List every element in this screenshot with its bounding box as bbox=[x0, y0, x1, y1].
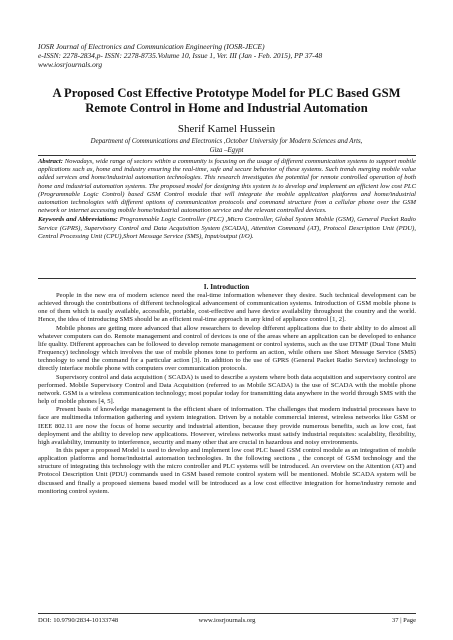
body-paragraph: Mobile phones are getting more advanced that allow researchers to develop different applications due to their ability to do almost all whatever computers can do. Remote management and control of devices is one of the areas where an application can be developed to enhance life quality. Different approaches can be followed to develop remote management or control systems, such as the use DTMF (Dual Tone Multi Frequency) technology which involves the use of mobile phones tone to perform an action, while others use Short Message Service (SMS) technology to send the command for a particular action [3]. In addition to the use of GPRS (General Packet Radio Service) technology to directly interface mobile phone with computers over communication protocols. bbox=[38, 324, 416, 373]
abstract-block bbox=[38, 158, 416, 242]
keywords-text: Programmable Logic Controller (PLC) ,Micro Controller, Global System Mobile (GSM), General Packet Radio Service (GPRS), Supervisory Control and Data Acquisition System (SCADA), Attention Command (AT), Protocol Description Unit (PDU), Central Processing Unit (CPU),Short Message Service (SMS), Input/output (I/O). bbox=[38, 216, 416, 240]
body-paragraph: Supervisory control and data acquisition ( SCADA) is used to describe a system where both data acquisition and supervisory control are performed. Mobile Supervisory Control and Data Acquisition (referred to as Mobile SCADA) is the use of SCADA with the mobile phone network. GSM is a wireless communication technology; most popular today for transmitting data anywhere in the world through SMS with the help of mobile phones [4, 5]. bbox=[38, 373, 416, 406]
footer-site[interactable]: www.iosrjournals.org bbox=[198, 617, 256, 624]
keywords-label: Keywords and Abbreviations: bbox=[38, 216, 118, 224]
journal-url[interactable]: www.iosrjournals.org bbox=[38, 60, 103, 69]
body-paragraph: Present basis of knowledge management is the efficient share of information. The challenges that modern industrial processes have to face are multimedia information gathering and system integration. Driven by a notable commercial interest, wireless networks like GSM or IEEE 802.11 are now the focus of home security and industrial attention, because they provide numerous benefits, such as low cost, fast deployment and the ability to develop new applications. However, wireless networks must satisfy industrial requisites: scalability, flexibility, high availability, immunity to interference, security and many other that are crucial in hazardous and noisy environments. bbox=[38, 406, 416, 446]
abstract-bottom-rule bbox=[38, 278, 416, 279]
affiliation-line: Giza –Egypt bbox=[209, 146, 244, 154]
abstract-paragraph bbox=[38, 158, 416, 215]
body-paragraph: In this paper a proposed Model is used to develop and implement low cost PLC based GSM control module as an integration of mobile application platforms and home/industrial automation technologies. In the following sections , the concept of GSM technology and the structure of integrating this technology with the micro controller and PLC systems will be introduced. An overview on the Attention (AT) and Protocol Description Unit (PDU) commands used in GSM based remote control system will be mentioned. Mobile SCADA system will be discussed and finally a proposed siemens based model will be introduced as a low cost effective integration for home/industry remote and monitoring control system. bbox=[38, 446, 416, 495]
journal-header bbox=[38, 42, 418, 69]
author-name: Sherif Kamel Hussein bbox=[177, 123, 276, 135]
journal-issn: e-ISSN: 2278-2834,p- ISSN: 2278-8735.Volume 10, Issue 1, Ver. III (Jan - Feb. 2015), PP 37-48 bbox=[38, 51, 323, 60]
footer-doi: DOI: 10.9790/2834-10133748 bbox=[38, 617, 119, 624]
abstract-text: Nowadays, wide range of sectors within a community is focusing on the usage of different communication systems to support mobile applications such as, home and industry ensuring the real-time, safe and secure behavior of these systems. Such trends merging mobile value added services and home/industrial automation technologies. This research investigates the potential for remote controlled operation of both home and industrial automation systems. The proposed model for designing this system is to develop and implement an efficient low cost PLC (Programmable Logic Control) based GSM Control module that will integrate the mobile application platforms and home/industrial automation technologies with different options of communication protocols and command structure from a cellular phone over the GSM network or internet accessing mobile home/industrial automation service and the relevant controlled devices. bbox=[38, 158, 416, 215]
journal-name: IOSR Journal of Electronics and Communication Engineering (IOSR-JECE) bbox=[38, 42, 265, 51]
section-heading: I. Introduction bbox=[203, 283, 250, 291]
footer-page-number: 37 | Page bbox=[391, 617, 416, 624]
footer-rule bbox=[38, 613, 416, 614]
abstract-label: Abstract: bbox=[38, 158, 63, 165]
paper-title: A Proposed Cost Effective Prototype Model for PLC Based GSM Remote Control in Home and Industrial Automation bbox=[52, 86, 401, 115]
body-paragraph: People in the new era of modern science need the real-time information whenever they desire. Such technical development can be achieved through the contributions of different technological advancement of communication systems. Introduction of GSM mobile phone is one of them which is easily available, accessible, portable, cost-effective and have device availability throughout the country and the world. Hence, the idea of introducing SMS should be an efficient real-time approach in any kind of appliance control [1, 2]. bbox=[38, 292, 416, 324]
body-text bbox=[38, 292, 416, 496]
keywords-paragraph bbox=[38, 216, 416, 241]
affiliation-line: Department of Communications and Electronics ,October University for Modern Sciences and Arts, bbox=[90, 138, 363, 145]
author-affiliation bbox=[58, 138, 395, 155]
abstract-top-rule bbox=[38, 155, 416, 156]
